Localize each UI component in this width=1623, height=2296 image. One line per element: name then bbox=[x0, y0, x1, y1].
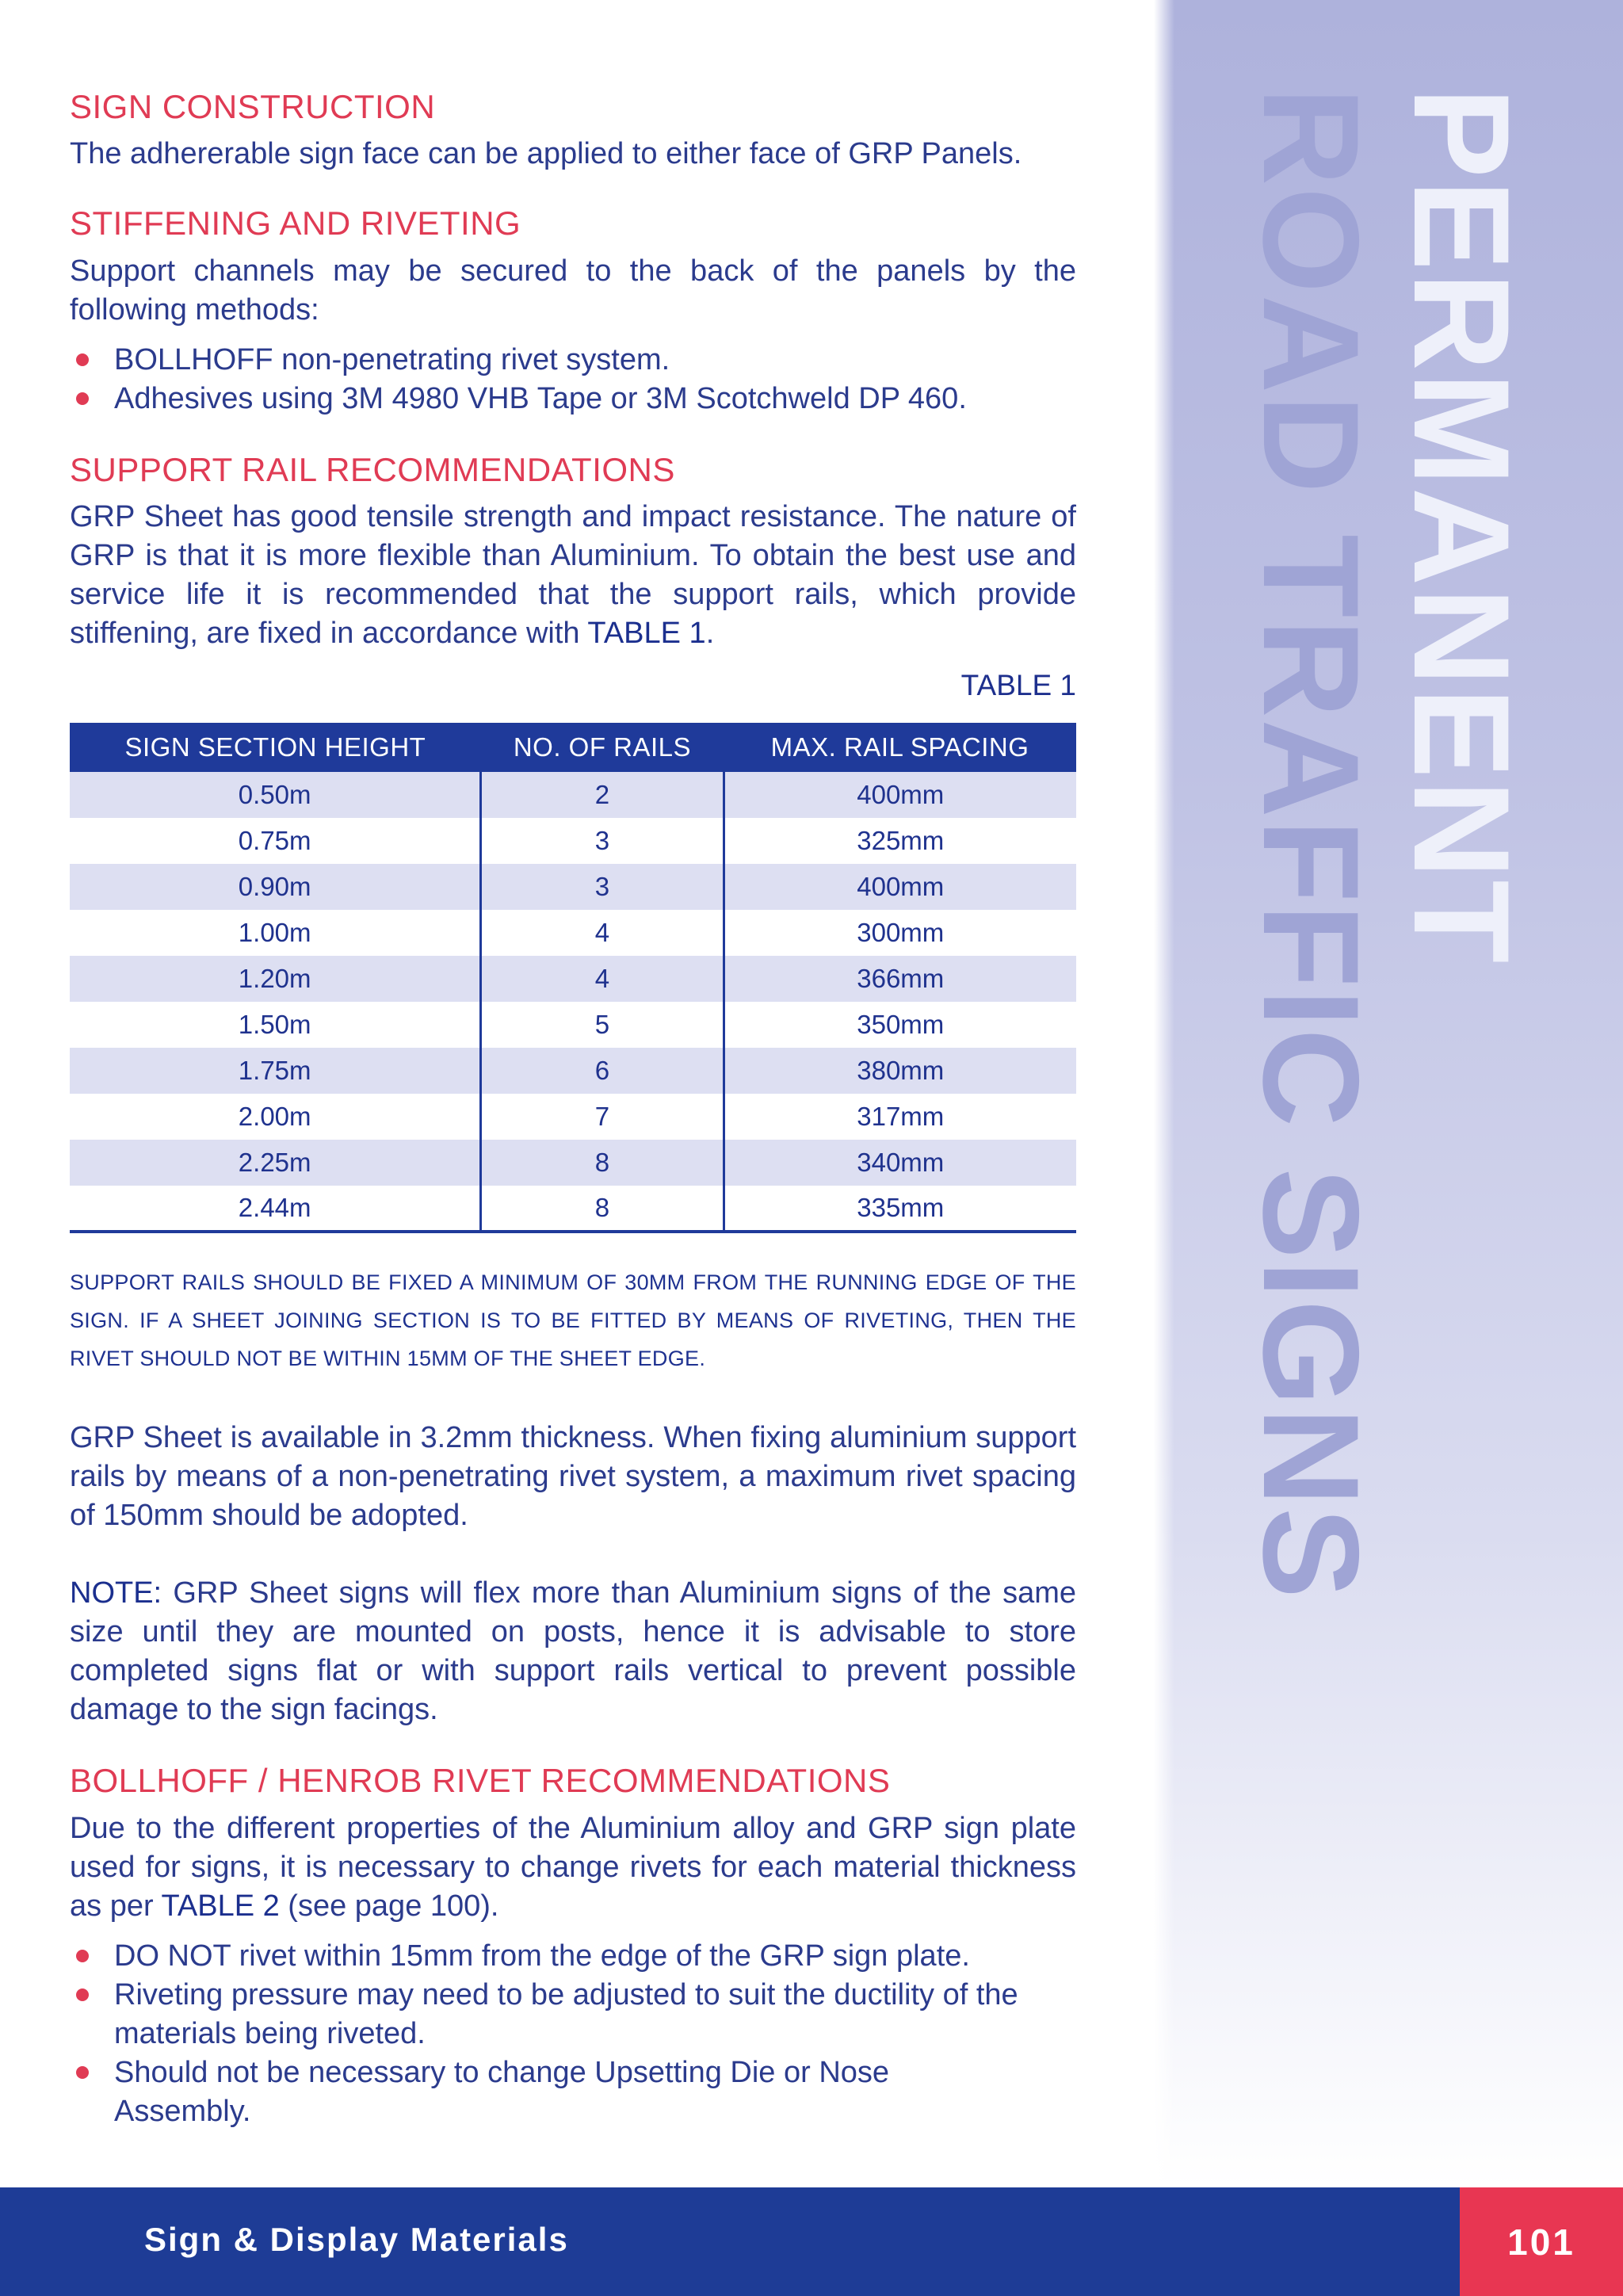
side-title-road-traffic-signs: ROAD TRAFFIC SIGNS bbox=[1235, 87, 1387, 1600]
main-content bbox=[70, 87, 1076, 2131]
support-rail-caps-note: SUPPORT RAILS SHOULD BE FIXED A MINIMUM OF 30MM FROM THE RUNNING EDGE OF THE SIGN. IF A SHEET JOINING SECTION IS TO BE FITTED BY MEANS OF RIVETING, THEN THE RIVET SHOULD NOT BE WITHIN 15MM OF THE SHEET EDGE. bbox=[70, 1270, 1076, 1371]
table-row: 1.20m 4 366mm bbox=[70, 956, 1076, 1002]
table-row: 0.50m 2 400mm bbox=[70, 772, 1076, 818]
list-item: BOLLHOFF non-penetrating rivet system. bbox=[70, 341, 1076, 380]
column-header: NO. OF RAILS bbox=[481, 723, 724, 772]
side-title-permanent: PERMANENT bbox=[1385, 87, 1537, 965]
bullet-dot-icon bbox=[76, 353, 89, 366]
table-row: 1.00m 4 300mm bbox=[70, 910, 1076, 956]
table-row: 1.75m 6 380mm bbox=[70, 1048, 1076, 1094]
sign-construction-text: The adhererable sign face can be applied to either face of GRP Panels. bbox=[70, 137, 1022, 171]
bullet-dot-icon bbox=[76, 392, 89, 405]
heading-support-rail: SUPPORT RAIL RECOMMENDATIONS bbox=[70, 450, 675, 488]
table-header-row bbox=[70, 723, 1076, 772]
note-label: NOTE: bbox=[70, 1576, 162, 1610]
heading-stiffening: STIFFENING AND RIVETING bbox=[70, 204, 521, 243]
bullet-dot-icon bbox=[76, 2066, 89, 2079]
heading-sign-construction: SIGN CONSTRUCTION bbox=[70, 88, 436, 125]
table-reference: TABLE 2 bbox=[161, 1889, 280, 1923]
column-header: SIGN SECTION HEIGHT bbox=[70, 723, 481, 772]
table-row: 2.25m 8 340mm bbox=[70, 1140, 1076, 1186]
stiffening-text: Support channels may be secured to the back of the panels by the following methods: bbox=[70, 254, 1076, 327]
note-paragraph: NOTE: GRP Sheet signs will flex more than Aluminium signs of the same size until they are mounted on posts, hence it is advisable to store completed signs flat or with support rails vertical to prevent possible damage to the sign facings. bbox=[70, 1576, 1076, 1727]
stiffening-bullet-list bbox=[70, 341, 1076, 418]
column-header: MAX. RAIL SPACING bbox=[724, 723, 1076, 772]
support-rail-text: GRP Sheet has good tensile strength and impact resistance. The nature of GRP is that it is more flexible than Aluminium. To obtain the best use and service life it is recommended that the support rails, which provide stiffening, are fixed in accordance with TABLE 1. bbox=[70, 500, 1076, 651]
bullet-dot-icon bbox=[76, 1988, 89, 2001]
rivet-recommendations-text: Due to the different properties of the Aluminium alloy and GRP sign plate used for signs, it is necessary to change rivets for each material thickness as per TABLE 2 (see page 100). bbox=[70, 1811, 1076, 1923]
list-item: Adhesives using 3M 4980 VHB Tape or 3M Scotchweld DP 460. bbox=[70, 380, 1076, 418]
table-row: 1.50m 5 350mm bbox=[70, 1002, 1076, 1048]
footer-title: Sign & Display Materials bbox=[144, 2221, 569, 2258]
footer-bar bbox=[0, 2187, 1623, 2296]
rail-spacing-table bbox=[70, 723, 1076, 1233]
list-item: Riveting pressure may need to be adjusted to suit the ductility of the materials being riveted. bbox=[70, 1976, 1029, 2053]
list-item: DO NOT rivet within 15mm from the edge of the GRP sign plate. bbox=[70, 1937, 1029, 1976]
table-caption: TABLE 1 bbox=[960, 669, 1076, 702]
bullet-dot-icon bbox=[76, 1950, 89, 1962]
heading-rivet-recommendations: BOLLHOFF / HENROB RIVET RECOMMENDATIONS bbox=[70, 1762, 891, 1800]
table-row: 0.90m 3 400mm bbox=[70, 864, 1076, 910]
table-row: 2.00m 7 317mm bbox=[70, 1094, 1076, 1140]
rivet-bullet-list bbox=[70, 1937, 1029, 2131]
table-row: 2.44m 8 335mm bbox=[70, 1186, 1076, 1232]
thickness-paragraph: GRP Sheet is available in 3.2mm thickness. When fixing aluminium support rails by means of a non-penetrating rivet system, a maximum rivet spacing of 150mm should be adopted. bbox=[70, 1421, 1076, 1533]
list-item: Should not be necessary to change Upsetting Die or Nose Assembly. bbox=[70, 2053, 1029, 2131]
table-reference: TABLE 1 bbox=[587, 617, 706, 651]
table-row: 0.75m 3 325mm bbox=[70, 818, 1076, 864]
page-number: 101 bbox=[1460, 2187, 1623, 2296]
